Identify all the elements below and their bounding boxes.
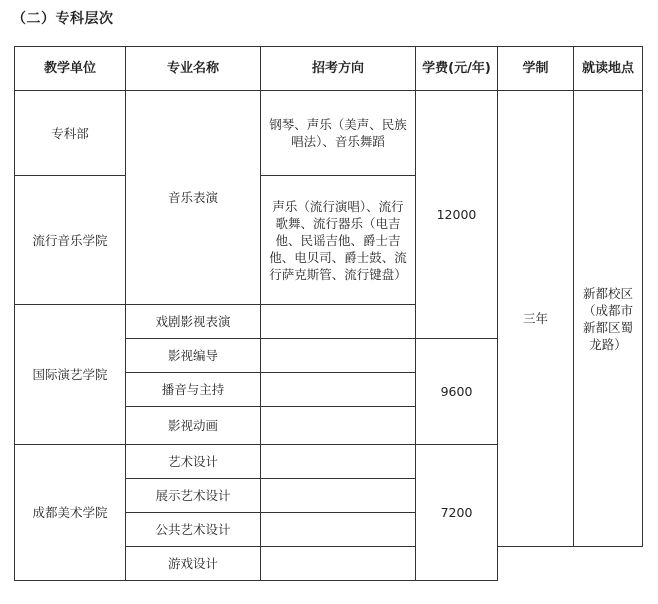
direction-empty: [261, 479, 416, 513]
direction-text: 钢琴、声乐（美声、民族唱法）、音乐舞蹈: [269, 117, 407, 149]
header-major: 专业名称: [126, 47, 261, 91]
header-row: [15, 47, 643, 91]
header-direction: 招考方向: [261, 47, 416, 91]
major-biandao: 影视编导: [126, 339, 261, 373]
direction-empty: [261, 513, 416, 547]
direction-empty: [261, 373, 416, 407]
direction-empty: [261, 445, 416, 479]
location-cell: 新都校区（成都市新都区蜀龙路）: [574, 91, 643, 547]
direction-empty: [261, 339, 416, 373]
unit-guoji: 国际演艺学院: [15, 305, 126, 445]
unit-liuxing: 流行音乐学院: [15, 176, 126, 305]
unit-zhuanke: 专科部: [15, 91, 126, 176]
major-xiju: 戏剧影视表演: [126, 305, 261, 339]
direction-text: 声乐（流行演唱）、流行歌舞、流行器乐（电吉他、民谣吉他、爵士吉他、电贝司、爵士鼓、流行萨克斯管、流行键盘）: [269, 198, 407, 282]
fee-cell: 7200: [416, 445, 498, 581]
header-unit: 教学单位: [15, 47, 126, 91]
major-zhanshi: 展示艺术设计: [126, 479, 261, 513]
duration-cell: 三年: [498, 91, 574, 547]
major-gonggong: 公共艺术设计: [126, 513, 261, 547]
direction-cell: [261, 91, 416, 176]
direction-cell: [261, 176, 416, 305]
program-table: [14, 46, 643, 581]
header-location: 就读地点: [574, 47, 643, 91]
unit-chengdu: 成都美术学院: [15, 445, 126, 581]
table-row: [15, 91, 643, 176]
major-donghua: 影视动画: [126, 407, 261, 445]
major-yinyue: 音乐表演: [126, 91, 261, 305]
direction-empty: [261, 305, 416, 339]
fee-cell: 9600: [416, 339, 498, 445]
direction-empty: [261, 547, 416, 581]
fee-cell: 12000: [416, 91, 498, 339]
major-youxi: 游戏设计: [126, 547, 261, 581]
major-boyin: 播音与主持: [126, 373, 261, 407]
section-title: （二）专科层次: [12, 11, 114, 27]
header-duration: 学制: [498, 47, 574, 91]
major-yishu: 艺术设计: [126, 445, 261, 479]
header-fee: 学费(元/年): [416, 47, 498, 91]
direction-empty: [261, 407, 416, 445]
